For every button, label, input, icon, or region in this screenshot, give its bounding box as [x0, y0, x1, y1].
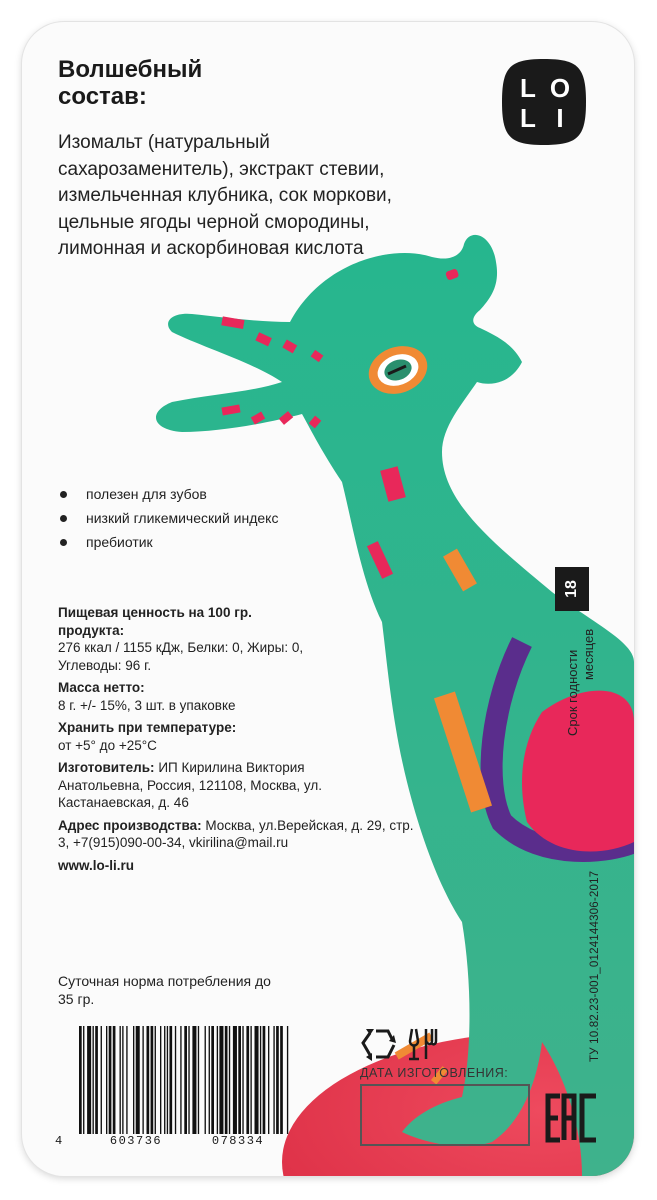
barcode-bar: [229, 1026, 230, 1134]
barcode-bar: [217, 1026, 218, 1134]
barcode-bar: [151, 1026, 154, 1134]
manufacture-date-label: ДАТА ИЗГОТОВЛЕНИЯ:: [360, 1066, 509, 1080]
product-label-card: [22, 22, 634, 1176]
barcode-bar: [155, 1026, 156, 1134]
nutrition-value: 276 ккал / 1155 кДж, Белки: 0, Жиры: 0, Углеводы: 96 г.: [58, 640, 304, 673]
manufacturer-heading: Изготовитель:: [58, 760, 155, 775]
logo-letter-l2: L: [520, 103, 536, 133]
barcode-bar: [242, 1026, 243, 1134]
net-weight-heading: Масса нетто:: [58, 680, 145, 695]
barcode-bar: [276, 1026, 279, 1134]
manufacture-date-box: [360, 1084, 530, 1146]
barcode-bar: [93, 1026, 94, 1134]
production-address-heading: Адрес производства:: [58, 817, 202, 833]
bullet-dot-icon: [60, 491, 67, 498]
packaging-icons: [358, 1025, 448, 1065]
barcode-bar: [263, 1026, 266, 1134]
barcode: [55, 1026, 295, 1150]
barcode-bar: [83, 1026, 84, 1134]
barcode-bar: [250, 1026, 251, 1134]
barcode-bar: [126, 1026, 127, 1134]
barcode-bar: [164, 1026, 165, 1134]
standard-code: ТУ 10.82.23-001_0124144306-2017: [589, 870, 601, 1062]
net-weight-value: 8 г. +/- 15%, 3 шт. в упаковке: [58, 697, 236, 713]
barcode-bar: [205, 1026, 206, 1134]
recycle-icon: [363, 1029, 396, 1061]
barcode-bar: [160, 1026, 161, 1134]
barcode-bar: [95, 1026, 98, 1134]
logo-letter-l1: L: [520, 73, 536, 103]
nutrition-heading: Пищевая ценность на 100 гр. продукта:: [58, 605, 252, 638]
benefit-item: низкий гликемический индекс: [58, 510, 298, 527]
benefit-item: пребиотик: [58, 534, 298, 551]
website-block: [58, 857, 478, 875]
lo-li-logo-icon: [500, 57, 588, 147]
barcode-bar: [133, 1026, 134, 1134]
benefit-item: полезен для зубов: [58, 486, 298, 503]
barcode-bar: [180, 1026, 181, 1134]
barcode-bar: [225, 1026, 228, 1134]
barcode-bar: [113, 1026, 116, 1134]
eac-mark-icon: [544, 1090, 600, 1146]
barcode-bar: [273, 1026, 274, 1134]
manufacturer-block: [58, 759, 368, 812]
barcode-bar: [255, 1026, 259, 1134]
barcode-bar: [120, 1026, 121, 1134]
storage-heading: Хранить при температуре:: [58, 720, 237, 735]
production-address-value: Москва, ул.Верейская, д. 29, стр. 3, +7(915)090-00-34, vkirilina@mail.ru: [58, 817, 414, 850]
barcode-bar: [106, 1026, 107, 1134]
barcode-bar: [192, 1026, 196, 1134]
product-info: [58, 604, 478, 879]
production-address-block: [58, 817, 428, 852]
daily-norm-text: Суточная норма потребления до 35 гр.: [58, 973, 271, 1007]
logo-letter-i: I: [556, 103, 564, 133]
barcode-bar: [79, 1026, 82, 1134]
shelf-life-label-2: месяцев: [581, 628, 596, 680]
barcode-bar: [101, 1026, 102, 1134]
barcode-bar: [167, 1026, 168, 1134]
barcode-bar: [280, 1026, 283, 1134]
barcode-bar: [184, 1026, 187, 1134]
shelf-life-months-badge: [555, 567, 589, 611]
food-safe-icon: [409, 1029, 436, 1059]
logo-letter-o: O: [549, 73, 571, 103]
barcode-bar: [122, 1026, 123, 1134]
barcode-bar: [188, 1026, 189, 1134]
barcode-bar: [219, 1026, 223, 1134]
barcode-bar: [109, 1026, 112, 1134]
storage-block: [58, 719, 478, 754]
barcode-bar: [209, 1026, 210, 1134]
composition-title: Волшебный состав:: [58, 56, 203, 110]
barcode-bar: [238, 1026, 241, 1134]
barcode-digit-group-1: 603736: [109, 1134, 163, 1148]
barcode-digits: [55, 1134, 295, 1148]
barcode-bar: [169, 1026, 172, 1134]
shelf-life-months: 18: [562, 580, 580, 598]
benefits-list: [58, 486, 298, 558]
net-weight-block: [58, 679, 478, 714]
barcode-digit-group-2: 078334: [211, 1134, 265, 1148]
manufacturer-value: ИП Кирилина Виктория Анатольевна, Россия, 121108, Москва, ул. Кастанаевская, д. 46: [58, 760, 322, 810]
bullet-dot-icon: [60, 515, 67, 522]
website-link[interactable]: www.lo-li.ru: [58, 857, 134, 873]
barcode-bar: [147, 1026, 150, 1134]
barcode-bar: [198, 1026, 199, 1134]
barcode-bar: [175, 1026, 176, 1134]
barcode-bar: [268, 1026, 269, 1134]
barcode-bar: [287, 1026, 288, 1134]
nutrition-block: [58, 604, 318, 674]
barcode-bar: [233, 1026, 237, 1134]
storage-value: от +5° до +25°С: [58, 737, 157, 753]
bullet-dot-icon: [60, 539, 67, 546]
ingredients-text: Изомальт (натуральный сахарозаменитель), экстракт стевии, измельченная клубника, сок моркови, цельные ягоды черной смородины, лимонная и аскорбиновая кислота: [58, 132, 392, 259]
barcode-bar: [136, 1026, 140, 1134]
barcode-bar: [246, 1026, 249, 1134]
barcode-digit-prefix: 4: [55, 1134, 64, 1148]
barcode-bars: [55, 1026, 295, 1134]
barcode-bar: [87, 1026, 91, 1134]
barcode-bar: [211, 1026, 214, 1134]
eac-text: EAC: [572, 1145, 575, 1146]
shelf-life-label-1: Срок годности: [565, 649, 580, 736]
barcode-bar: [260, 1026, 261, 1134]
barcode-bar: [142, 1026, 143, 1134]
